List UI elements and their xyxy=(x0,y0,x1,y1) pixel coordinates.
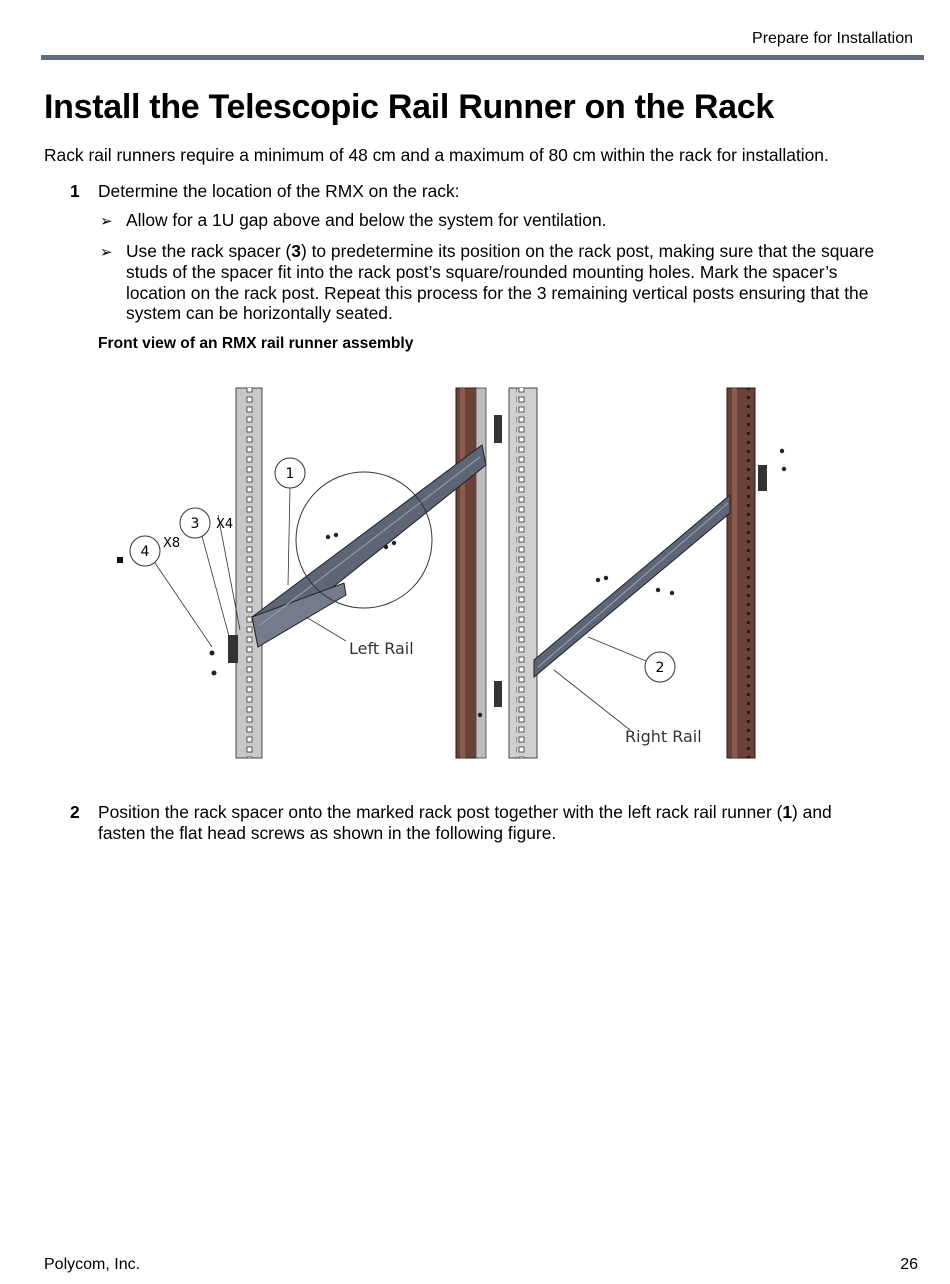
rack-post-left xyxy=(236,388,262,758)
rack-post-right xyxy=(727,388,755,758)
step-text: Determine the location of the RMX on the rack: xyxy=(98,181,460,201)
rail-runner-figure xyxy=(110,385,800,760)
left-rail-label: Left Rail xyxy=(349,639,414,658)
callout-1-label: 1 xyxy=(285,466,295,482)
right-rail-label: Right Rail xyxy=(625,727,702,746)
page-number: 26 xyxy=(900,1256,918,1273)
rack-spacer xyxy=(758,465,767,491)
callout-3-label: 3 xyxy=(190,516,200,532)
rack-spacer xyxy=(494,415,502,443)
rack-post-middle xyxy=(476,388,537,758)
bullet-text-line: location on the rack post. Repeat this process for the 3 remaining vertical posts ensuring that the xyxy=(126,282,869,303)
step-text-line: fasten the flat head screws as shown in the following figure. xyxy=(98,822,557,843)
qty-x4-label: X4 xyxy=(216,517,234,532)
screw-icons xyxy=(210,449,787,717)
running-header: Prepare for Installation xyxy=(752,30,913,47)
bullet-text-line: studs of the spacer fit into the rack post’s square/rounded mounting holes. Mark the spacer’s xyxy=(126,261,838,282)
page-title: Install the Telescopic Rail Runner on the Rack xyxy=(44,88,774,126)
bullet-text xyxy=(126,241,874,324)
qty-x8-label: X8 xyxy=(163,536,181,551)
bullet-text-line: system can be horizontally seated. xyxy=(126,303,393,324)
bullet-text: Allow for a 1U gap above and below the system for ventilation. xyxy=(126,210,607,230)
rack-post-brown xyxy=(456,388,478,758)
black-square-marker xyxy=(117,557,123,563)
step-number: 2 xyxy=(70,802,80,822)
callout-4-label: 4 xyxy=(140,544,150,560)
rack-spacer xyxy=(494,681,502,707)
intro-paragraph: Rack rail runners require a minimum of 48 cm and a maximum of 80 cm within the rack for installation. xyxy=(44,145,829,165)
bold-ref: 3 xyxy=(291,241,301,261)
figure-caption: Front view of an RMX rail runner assembly xyxy=(98,335,414,352)
bullet-text-part: Use the rack spacer ( xyxy=(126,241,292,261)
header-rule xyxy=(41,55,924,60)
step-text xyxy=(98,802,832,844)
bold-ref: 1 xyxy=(782,802,793,822)
step-text-part: Position the rack spacer onto the marked rack post together with the left rack rail runner ( xyxy=(98,802,783,822)
footer-company: Polycom, Inc. xyxy=(44,1256,141,1273)
bullet-arrow-icon: ➢ xyxy=(100,213,113,230)
step-number: 1 xyxy=(70,181,80,201)
bullet-arrow-icon: ➢ xyxy=(100,244,113,261)
right-rail xyxy=(534,495,730,677)
step-text-part: ) and xyxy=(792,802,832,822)
bullet-text-part: ) to predetermine its position on the rack post, making sure that the square xyxy=(300,241,875,261)
callout-2-label: 2 xyxy=(655,660,665,676)
